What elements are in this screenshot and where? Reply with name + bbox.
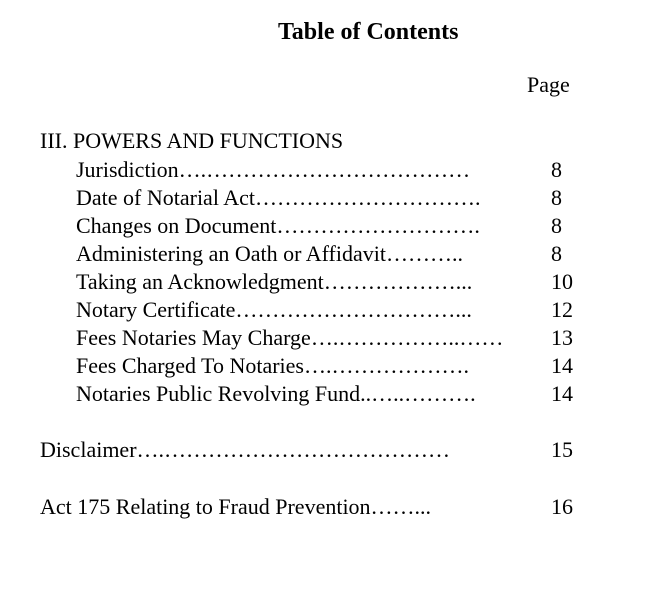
toc-title: Table of Contents: [278, 19, 459, 45]
toc-entry-fees-charged-to-notaries: [0, 352, 646, 380]
toc-entry-administering-oath: [0, 240, 646, 268]
toc-entry-page: 8: [551, 185, 562, 210]
toc-entry-page: 12: [551, 297, 573, 322]
page-column-header: Page: [527, 72, 570, 97]
toc-entry-page: 15: [551, 437, 573, 462]
toc-entry-text: Fees Notaries May Charge….……………..……: [76, 325, 504, 350]
toc-entry-text: Jurisdiction….………………………………: [76, 157, 471, 182]
toc-entry-notary-certificate: [0, 296, 646, 324]
toc-entry-page: 13: [551, 325, 573, 350]
toc-entry-page: 10: [551, 269, 573, 294]
toc-entry-page: 14: [551, 381, 573, 406]
toc-entry-text: Date of Notarial Act………………………….: [76, 185, 481, 210]
toc-entry-changes-on-document: [0, 212, 646, 240]
toc-entry-text: Notary Certificate…………………………...: [76, 297, 472, 322]
toc-entry-act-175: [0, 493, 646, 521]
toc-entry-text: Notaries Public Revolving Fund..…..……….: [76, 381, 476, 406]
toc-entry-text: Changes on Document……………………….: [76, 213, 480, 238]
toc-entry-page: 8: [551, 241, 562, 266]
toc-entry-date-of-notarial-act: [0, 184, 646, 212]
toc-entry-page: 14: [551, 353, 573, 378]
toc-entry-fees-notaries-may-charge: [0, 324, 646, 352]
toc-entry-text: Taking an Acknowledgment………………...: [76, 269, 473, 294]
toc-entry-disclaimer: [0, 436, 646, 464]
toc-entry-page: 16: [551, 494, 573, 519]
toc-entry-text: Fees Charged To Notaries….……………….: [76, 353, 469, 378]
toc-entry-text: Act 175 Relating to Fraud Prevention……...: [40, 494, 432, 519]
section-heading: III. POWERS AND FUNCTIONS: [40, 128, 344, 153]
toc-entry-page: 8: [551, 213, 562, 238]
toc-entry-page: 8: [551, 157, 562, 182]
toc-entry-taking-acknowledgment: [0, 268, 646, 296]
toc-entry-text: Administering an Oath or Affidavit………..: [76, 241, 463, 266]
toc-entry-jurisdiction: [0, 156, 646, 184]
toc-entry-revolving-fund: [0, 380, 646, 408]
toc-entry-text: Disclaimer….…………………………………: [40, 437, 451, 462]
